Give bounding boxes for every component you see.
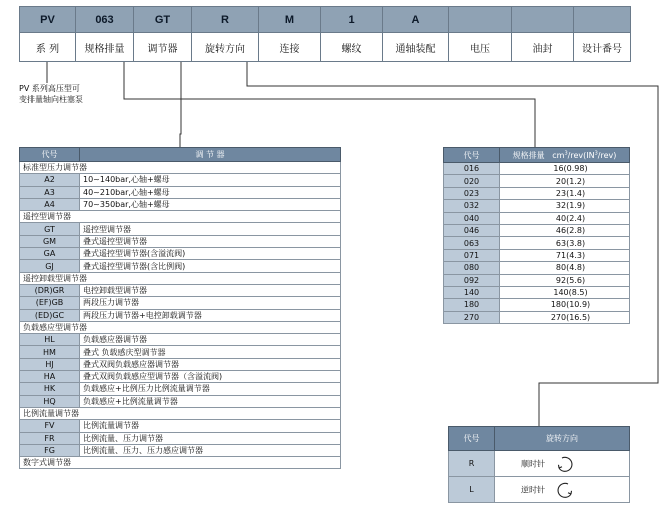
rotation-code: R (449, 451, 495, 477)
name-cell-voltage: 电压 (449, 33, 512, 62)
displacement-row (444, 249, 630, 261)
regulator-section-row (20, 457, 341, 469)
code-cell-rotation: R (192, 7, 259, 33)
displacement-code: 032 (444, 200, 500, 212)
regulator-row (20, 432, 341, 444)
regulator-code: (DR)GR (20, 284, 80, 296)
displacement-row (444, 262, 630, 274)
series-description (19, 83, 83, 105)
rotation-direction-label: 逆时针 (521, 485, 545, 494)
displacement-header-label (500, 148, 630, 163)
displacement-code: 270 (444, 311, 500, 323)
displacement-row (444, 200, 630, 212)
regulator-section-title: 负载感应型调节器 (20, 321, 341, 333)
regulator-section-row (20, 272, 341, 284)
regulator-row (20, 297, 341, 309)
displacement-table (443, 147, 630, 324)
rotation-header-code: 代号 (449, 427, 495, 451)
regulator-row (20, 420, 341, 432)
regulator-code: (EF)GB (20, 297, 80, 309)
code-cell-seal (512, 7, 574, 33)
regulator-code: A2 (20, 174, 80, 186)
displacement-code: 020 (444, 175, 500, 187)
regulator-code: HQ (20, 395, 80, 407)
displacement-value: 16(0.98) (500, 163, 630, 175)
regulator-header-desc: 调 节 器 (80, 148, 341, 162)
regulator-description: 叠式 负载感庆型调节器 (80, 346, 341, 358)
regulator-description: 70~350bar,心轴+螺母 (80, 198, 341, 210)
regulator-code: A3 (20, 186, 80, 198)
regulator-description: 负载感应+比例压力比例流量调节器 (80, 383, 341, 395)
displacement-code: 180 (444, 299, 500, 311)
regulator-code: GA (20, 248, 80, 260)
regulator-code: A4 (20, 198, 80, 210)
unit-sup: 3 (564, 149, 568, 156)
regulator-row (20, 284, 341, 296)
regulator-row (20, 223, 341, 235)
displacement-value: 140(8.5) (500, 286, 630, 298)
displacement-code: 063 (444, 237, 500, 249)
code-cell-connection: M (259, 7, 321, 33)
regulator-code: GT (20, 223, 80, 235)
displacement-row (444, 299, 630, 311)
displacement-connector-line (124, 62, 535, 147)
regulator-section-row (20, 211, 341, 223)
displacement-header-title: 规格排量 (512, 150, 545, 160)
displacement-code: 016 (444, 163, 500, 175)
regulator-row (20, 334, 341, 346)
displacement-row (444, 286, 630, 298)
name-cell-connection: 连接 (259, 33, 321, 62)
displacement-row (444, 311, 630, 323)
regulator-code: HA (20, 371, 80, 383)
regulator-description: 叠式双阀负载感应型调节器（含溢流阀) (80, 371, 341, 383)
regulator-description: 负载感应+比例流量调节器 (80, 395, 341, 407)
displacement-row (444, 237, 630, 249)
code-cell-displacement: 063 (76, 7, 134, 33)
regulator-code: GJ (20, 260, 80, 272)
regulator-code: FR (20, 432, 80, 444)
displacement-code: 080 (444, 262, 500, 274)
regulator-section-row (20, 407, 341, 419)
regulator-table-header (20, 148, 341, 162)
rotation-table-header (449, 427, 630, 451)
unit-sup: 3 (594, 149, 598, 156)
regulator-connector-line (180, 62, 181, 147)
displacement-header-unit (552, 151, 616, 160)
regulator-description: 40~210bar,心轴+螺母 (80, 186, 341, 198)
displacement-code: 071 (444, 249, 500, 261)
regulator-row (20, 235, 341, 247)
name-cell-through-drive: 通轴装配 (383, 33, 449, 62)
displacement-row (444, 187, 630, 199)
regulator-description: 比例流量、压力调节器 (80, 432, 341, 444)
regulator-section-row (20, 162, 341, 174)
name-cell-regulator: 调节器 (134, 33, 192, 62)
regulator-row (20, 186, 341, 198)
rotation-code: L (449, 477, 495, 503)
rotation-direction-label: 顺时针 (521, 459, 545, 468)
displacement-code: 040 (444, 212, 500, 224)
unit-part: /rev) (597, 150, 617, 160)
regulator-description: 比例流量、压力、压力感应调节器 (80, 444, 341, 456)
regulator-header-code: 代号 (20, 148, 80, 162)
displacement-value: 180(10.9) (500, 299, 630, 311)
displacement-code: 092 (444, 274, 500, 286)
displacement-value: 63(3.8) (500, 237, 630, 249)
regulator-code: (ED)GC (20, 309, 80, 321)
regulator-code: HL (20, 334, 80, 346)
displacement-row (444, 212, 630, 224)
rotation-row (449, 477, 630, 503)
regulator-code: HM (20, 346, 80, 358)
displacement-header-code: 代号 (444, 148, 500, 163)
displacement-value: 46(2.8) (500, 224, 630, 236)
name-cell-rotation: 旋转方向 (192, 33, 259, 62)
displacement-value: 80(4.8) (500, 262, 630, 274)
order-code-table (19, 6, 631, 62)
regulator-row (20, 383, 341, 395)
regulator-section-title: 标准型压力调节器 (20, 162, 341, 174)
regulator-section-title: 数字式调节器 (20, 457, 341, 469)
regulator-code: HJ (20, 358, 80, 370)
counterclockwise-arrow-icon (556, 481, 574, 499)
series-description-line: PV 系列高压型可 (19, 84, 80, 93)
order-code-row (20, 7, 631, 33)
name-cell-displacement: 规格排量 (76, 33, 134, 62)
displacement-value: 270(16.5) (500, 311, 630, 323)
regulator-row (20, 444, 341, 456)
regulator-description: 叠式遥控型调节器 (80, 235, 341, 247)
name-cell-design: 设计番号 (574, 33, 631, 62)
regulator-code: HK (20, 383, 80, 395)
displacement-value: 71(4.3) (500, 249, 630, 261)
regulator-description: 叠式遥控型调节器(含溢流阀) (80, 248, 341, 260)
displacement-code: 140 (444, 286, 500, 298)
displacement-table-header (444, 148, 630, 163)
displacement-row (444, 224, 630, 236)
displacement-row (444, 274, 630, 286)
regulator-code: FV (20, 420, 80, 432)
series-description-line: 变排量轴向柱塞泵 (19, 95, 83, 104)
regulator-code: GM (20, 235, 80, 247)
code-cell-regulator: GT (134, 7, 192, 33)
regulator-row (20, 248, 341, 260)
displacement-code: 023 (444, 187, 500, 199)
regulator-section-title: 遥控卸载型调节器 (20, 272, 341, 284)
regulator-description: 比例流量调节器 (80, 420, 341, 432)
regulator-row (20, 174, 341, 186)
displacement-value: 23(1.4) (500, 187, 630, 199)
displacement-row (444, 163, 630, 175)
regulator-row (20, 371, 341, 383)
rotation-row (449, 451, 630, 477)
regulator-description: 电控卸载型调节器 (80, 284, 341, 296)
code-cell-voltage (449, 7, 512, 33)
regulator-row (20, 346, 341, 358)
regulator-row (20, 260, 341, 272)
regulator-description: 两段压力调节器+电控卸载调节器 (80, 309, 341, 321)
displacement-value: 40(2.4) (500, 212, 630, 224)
name-cell-seal: 油封 (512, 33, 574, 62)
regulator-row (20, 358, 341, 370)
regulator-row (20, 198, 341, 210)
regulator-description: 叠式双阀负载感应器调节器 (80, 358, 341, 370)
rotation-table (448, 426, 630, 503)
regulator-section-title: 比例流量调节器 (20, 407, 341, 419)
regulator-description: 叠式遥控型调节器(含比例阀) (80, 260, 341, 272)
regulator-table (19, 147, 341, 469)
displacement-value: 32(1.9) (500, 200, 630, 212)
order-name-row (20, 33, 631, 62)
code-cell-through-drive: A (383, 7, 449, 33)
unit-part: /rev(IN (567, 150, 595, 160)
regulator-section-row (20, 321, 341, 333)
displacement-code: 046 (444, 224, 500, 236)
code-cell-design (574, 7, 631, 33)
regulator-row (20, 309, 341, 321)
displacement-value: 92(5.6) (500, 274, 630, 286)
rotation-direction (495, 451, 630, 477)
regulator-description: 负载感应器调节器 (80, 334, 341, 346)
displacement-row (444, 175, 630, 187)
code-cell-series: PV (20, 7, 76, 33)
regulator-description: 遥控型调节器 (80, 223, 341, 235)
code-cell-thread: 1 (321, 7, 383, 33)
unit-part: cm (552, 150, 565, 160)
rotation-direction (495, 477, 630, 503)
name-cell-thread: 螺纹 (321, 33, 383, 62)
regulator-section-title: 遥控型调节器 (20, 211, 341, 223)
regulator-row (20, 395, 341, 407)
displacement-value: 20(1.2) (500, 175, 630, 187)
rotation-header-dir: 旋转方向 (495, 427, 630, 451)
clockwise-arrow-icon (556, 455, 574, 473)
regulator-code: FG (20, 444, 80, 456)
regulator-description: 两段压力调节器 (80, 297, 341, 309)
regulator-description: 10~140bar,心轴+螺母 (80, 174, 341, 186)
name-cell-series: 系 列 (20, 33, 76, 62)
